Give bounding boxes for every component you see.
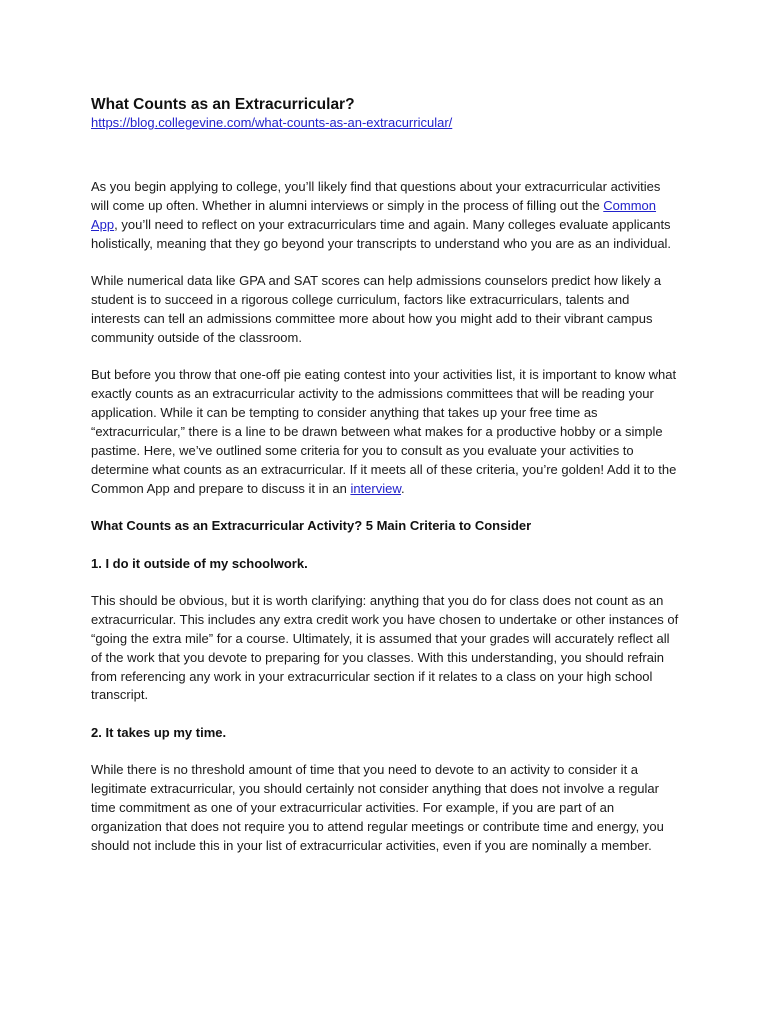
- paragraph-intro-text-b: , you’ll need to reflect on your extracurriculars time and again. Many colleges evaluate applicants holistically, meaning that they go beyond your transcripts to understand who you are as an individual.: [91, 216, 672, 251]
- interview-link[interactable]: interview: [350, 480, 402, 496]
- section-heading: What Counts as an Extracurricular Activity? 5 Main Criteria to Consider: [91, 518, 532, 534]
- common-app-link[interactable]: Common App: [91, 197, 657, 232]
- paragraph-intro: [91, 178, 681, 254]
- source-url-link[interactable]: https://blog.collegevine.com/what-counts-as-an-extracurricular/: [91, 115, 453, 130]
- document-title: What Counts as an Extracurricular?: [91, 96, 355, 113]
- paragraph-criteria-intro-text-a: But before you throw that one-off pie eating contest into your activities list, it is important to know what exactly counts as an extracurricular activity to the admissions committees that will be reading your application. While it can be tempting to consider anything that takes up your free time as “extracurricular,” there is a line to be drawn between what makes for a productive hobby or a simple pastime. Here, we’ve outlined some criteria for you to consult as you evaluate your activities to determine what counts as an extracurricular. If it meets all of these criteria, you’re golden! Add it to the Common App and prepare to discuss it in an: [91, 367, 677, 496]
- criterion-2-heading: 2. It takes up my time.: [91, 724, 227, 740]
- criterion-1-heading: 1. I do it outside of my schoolwork.: [91, 555, 308, 571]
- paragraph-criteria-intro-text-b: .: [401, 480, 405, 496]
- criterion-1-body: This should be obvious, but it is worth clarifying: anything that you do for class does not count as an extracurricular. This includes any extra credit work you have chosen to undertake or other instances of “going the extra mile” for a course. Ultimately, it is assumed that your grades will accurately reflect all of the work that you devote to preparing for you classes. With this understanding, you should refrain from referencing any work in your extracurricular section if it relates to a class on your high school transcript.: [91, 592, 679, 703]
- document-page: [91, 95, 681, 856]
- paragraph-numerical-data: While numerical data like GPA and SAT scores can help admissions counselors predict how likely a student is to succeed in a rigorous college curriculum, factors like extracurriculars, talents and interests can tell an admissions committee more about how you might add to their vibrant campus community outside of the classroom.: [91, 273, 662, 345]
- paragraph-criteria-intro: [91, 366, 681, 498]
- paragraph-intro-text-a: As you begin applying to college, you’ll likely find that questions about your extracurricular activities will come up often. Whether in alumni interviews or simply in the process of filling out the: [91, 179, 661, 213]
- criterion-2-body: While there is no threshold amount of time that you need to devote to an activity to consider it a legitimate extracurricular, you should certainly not consider anything that does not involve a regular time commitment as one of your extracurricular activities. For example, if you are part of an organization that does not require you to attend regular meetings or contribute time and energy, you should not include this in your list of extracurricular activities, even if you are nominally a member.: [91, 762, 664, 853]
